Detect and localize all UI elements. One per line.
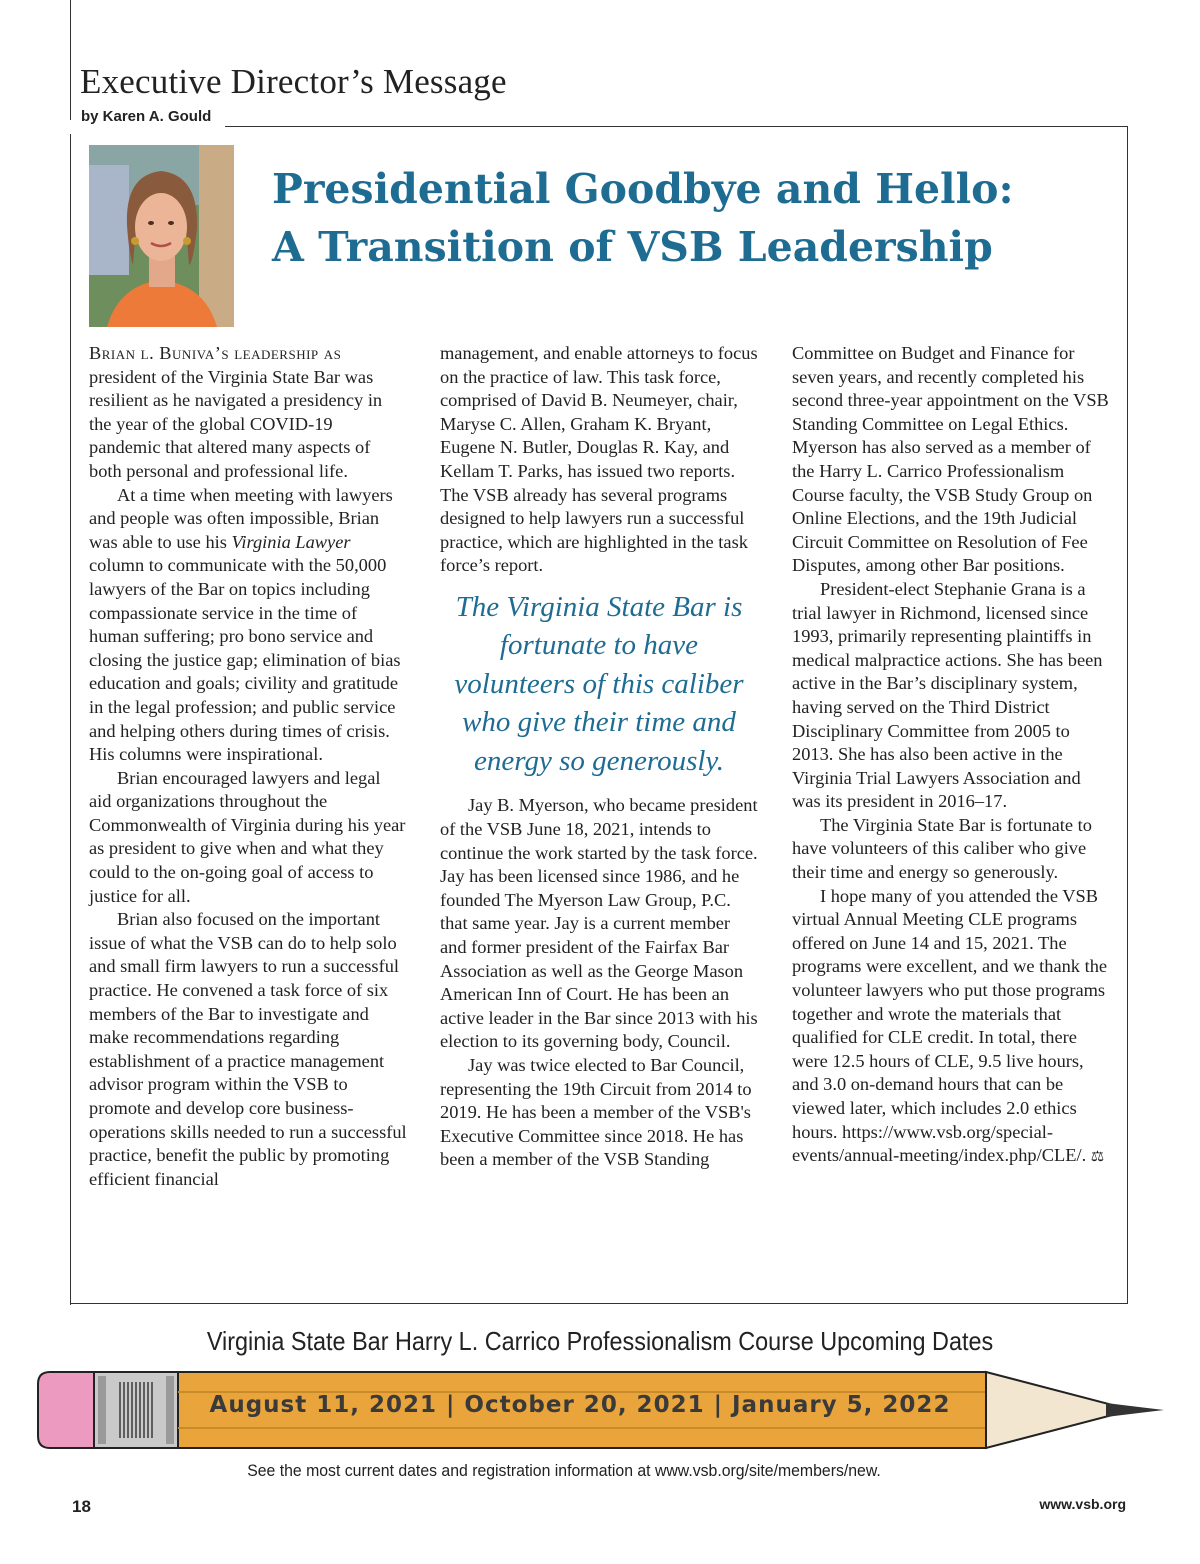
article-headline xyxy=(272,160,1112,276)
paragraph-text: column to communicate with the 50,000 lawyers of the Bar on topics including compassionate service in the time of human suffering; pro bono service and closing the justice gap; elimination of bias education and goals; civility and gratitude in the legal profession; and public service and helping others during times of crisis. His columns were inspirational. xyxy=(89,555,401,765)
column-2 xyxy=(440,342,758,1172)
paragraph xyxy=(89,342,407,484)
byline: by Karen A. Gould xyxy=(81,108,212,125)
paragraph: Brian also focused on the important issue of what the VSB can do to help solo and small firm lawyers to run a successful practice. He convened a task force of six members of the Bar to investigate and make recommendations regarding establishment of a practice management advisor program within the VSB to promote and develop core business-operations skills needed to run a successful practice, benefit the public by promoting efficient financial xyxy=(89,909,407,1189)
paragraph: The Virginia State Bar is fortunate to have volunteers of this caliber who give their time and energy so generously. xyxy=(792,814,1092,883)
footer-website: www.vsb.org xyxy=(1039,1496,1126,1512)
paragraph: President-elect Stephanie Grana is a trial lawyer in Richmond, licensed since 1993, primarily representing plaintiffs in medical malpractice actions. She has been active in the Bar’s disciplinary system, having served on the Third District Disciplinary Committee from 2005 to 2013. She has also been active in the Virginia Trial Lawyers Association and was its president in 2016–17. xyxy=(792,578,1103,812)
promo-title: Virginia State Bar Harry L. Carrico Professionalism Course Upcoming Dates xyxy=(206,1326,994,1356)
publication-title: Virginia Lawyer xyxy=(231,531,351,552)
paragraph: management, and enable attorneys to focus on the practice of law. This task force, comprised of David B. Neumeyer, chair, Maryse C. Allen, Graham K. Bryant, Eugene N. Butler, Douglas R. Kay, and Kellam T. Parks, has issued two reports. The VSB already has several programs designed to help lawyers run a successful practice, which are highlighted in the task force’s report. xyxy=(440,343,758,576)
headline-line-2: A Transition of VSB Leadership xyxy=(272,223,993,271)
registration-note: See the most current dates and registration information at www.vsb.org/site/members/new. xyxy=(247,1461,881,1480)
column-1 xyxy=(89,342,407,1191)
paragraph-text: I hope many of you attended the VSB virtual Annual Meeting CLE programs offered on June 14 and 15, 2021. The programs were excellent, and we thank the volunteer lawyers who put those programs together and wrote the materials that qualified for CLE credit. In total, there were 12.5 hours of CLE, 9.5 live hours, and 3.0 on-demand hours that can be viewed later, which includes 2.0 ethics hours. https://www.vsb.org/special-events/annual-meeting/index.php/CLE/. xyxy=(792,885,1108,1166)
portrait-image xyxy=(89,145,234,327)
paragraph: Committee on Budget and Finance for seven years, and recently completed his second three-year appointment on the VSB Standing Committee on Legal Ethics. Myerson has also served as a member of the Harry L. Carrico Professionalism Course faculty, the VSB Study Group on Online Elections, and the 19th Judicial Circuit Committee on Resolution of Fee Disputes, among other Bar positions. xyxy=(792,343,1109,576)
pull-quote: The Virginia State Bar is fortunate to have volunteers of this caliber who give their time and energy so generously. xyxy=(454,590,744,777)
lead-in: Brian l. Buniva’s leadership as xyxy=(89,343,342,363)
section-title: Executive Director’s Message xyxy=(80,62,507,101)
author-photo xyxy=(89,145,234,327)
paragraph: Jay was twice elected to Bar Council, representing the 19th Circuit from 2014 to 2019. He has been a member of the VSB's Executive Committee since 2018. He has been a member of the VSB Standing xyxy=(440,1054,752,1170)
paragraph: Brian encouraged lawyers and legal aid organizations throughout the Commonwealth of Virginia during his year as president to give when and what they could to the on-going goal of access to justice for all. xyxy=(89,767,406,906)
paragraph-text: president of the Virginia State Bar was resilient as he navigated a presidency in the year of the global COVID-19 pandemic that altered many aspects of both personal and professional life. xyxy=(89,366,383,481)
headline-line-1: Presidential Goodbye and Hello: xyxy=(272,165,1014,213)
paragraph xyxy=(89,484,407,767)
column-3 xyxy=(792,342,1110,1169)
scales-end-mark-icon: ⚖ xyxy=(1090,1147,1105,1166)
paragraph xyxy=(792,885,1110,1169)
course-dates: August 11, 2021 | October 20, 2021 | January 5, 2022 xyxy=(209,1392,951,1418)
paragraph-text: At a time when meeting with lawyers and people was often impossible, Brian was able to use his xyxy=(89,484,393,552)
page-number: 18 xyxy=(72,1497,91,1516)
paragraph: Jay B. Myerson, who became president of the VSB June 18, 2021, intends to continue the work started by the task force. Jay has been licensed since 1986, and he founded The Myerson Law Group, P.C. that same year. Jay is a current member and former president of the Fairfax Bar Association as well as the George Mason American Inn of Court. He has been an active leader in the Bar since 2013 with his election to its governing body, Council. xyxy=(440,795,758,1052)
